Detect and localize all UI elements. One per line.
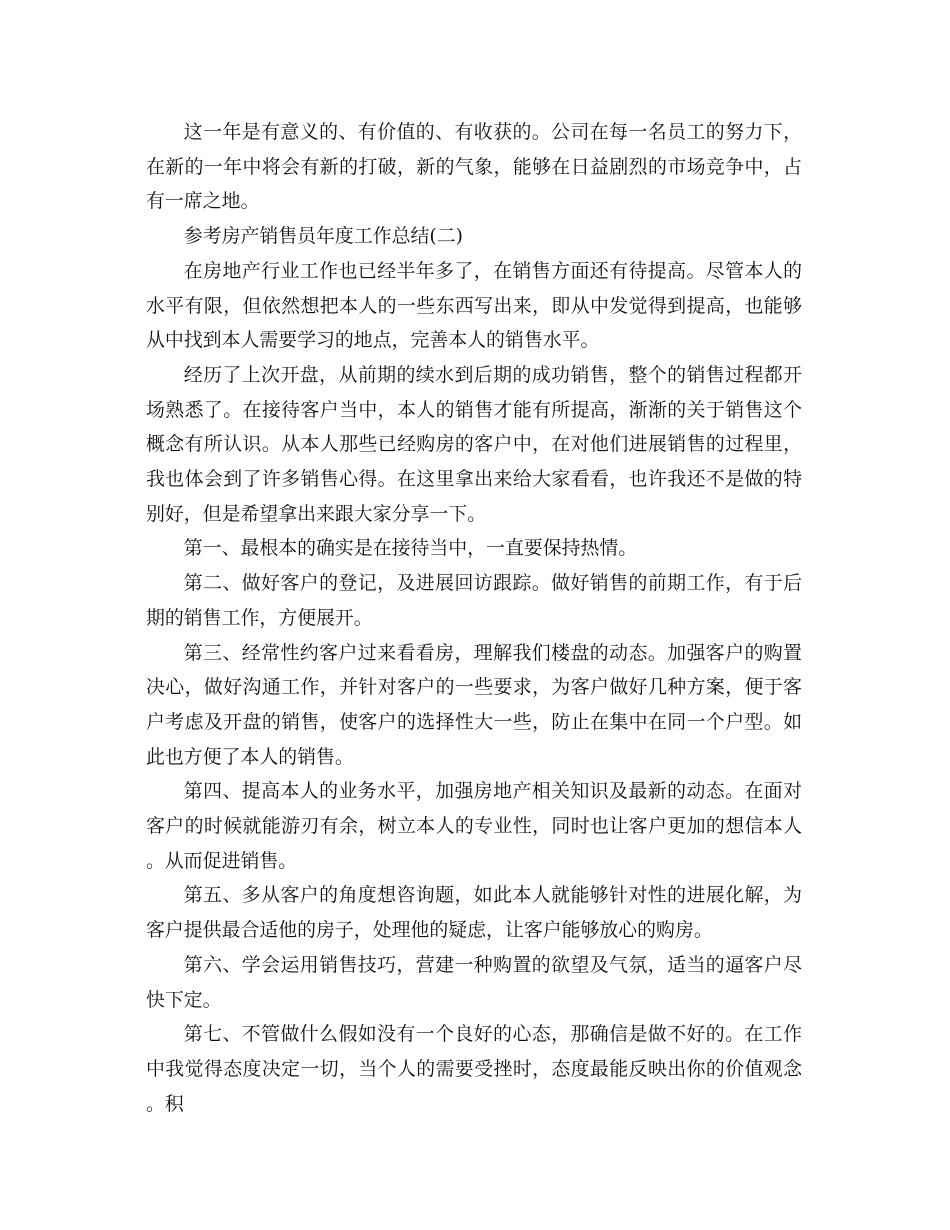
list-item-seventh: 第七、不管做什么假如没有一个良好的心态，那确信是做不好的。在工作中我觉得态度决定一切，当个人的需要受挫时，态度最能反映出你的价值观念。积 [146,1023,802,1115]
list-item-first: 第一、最根本的确实是在接待当中，一直要保持热情。 [183,537,638,560]
document-page [146,115,802,1121]
list-item-fifth: 第五、多从客户的角度想咨询题，如此本人就能够针对性的进展化解，为客户提供最合适他的房子，处理他的疑虑，让客户能够放心的购房。 [146,884,802,942]
list-item-fourth: 第四、提高本人的业务水平，加强房地产相关知识及最新的动态。在面对客户的时候就能游刃有余，树立本人的专业性，同时也让客户更加的想信本人。从而促进销售。 [146,780,802,872]
paragraph-intro: 在房地产行业工作也已经半年多了，在销售方面还有待提高。尽管本人的水平有限，但依然想把本人的一些东西写出来，即从中发觉得到提高，也能够从中找到本人需要学习的地点，完善本人的销售水平。 [146,259,802,352]
paragraph-experience: 经历了上次开盘，从前期的续水到后期的成功销售，整个的销售过程都开场熟悉了。在接待客户当中，本人的销售才能有所提高，渐渐的关于销售这个概念有所认识。从本人那些已经购房的客户中，在对他们进展销售的过程里，我也体会到了许多销售心得。在这里拿出来给大家看看，也许我还不是做的特别好，但是希望拿出来跟大家分享一下。 [146,363,802,525]
list-item-third: 第三、经常性约客户过来看看房，理解我们楼盘的动态。加强客户的购置决心，做好沟通工作，并针对客户的一些要求，为客户做好几种方案，便于客户考虑及开盘的销售，使客户的选择性大一些，防止在集中在同一个户型。如此也方便了本人的销售。 [146,641,802,768]
section-heading: 参考房产销售员年度工作总结(二) [183,225,464,248]
list-item-second: 第二、做好客户的登记，及进展回访跟踪。做好销售的前期工作，有于后期的销售工作，方便展开。 [146,572,802,629]
list-item-sixth: 第六、学会运用销售技巧，营建一种购置的欲望及气氛，适当的逼客户尽快下定。 [146,953,802,1011]
paragraph-summary: 这一年是有意义的、有价值的、有收获的。公司在每一名员工的努力下，在新的一年中将会有新的打破，新的气象，能够在日益剧烈的市场竞争中，占有一席之地。 [146,121,802,213]
